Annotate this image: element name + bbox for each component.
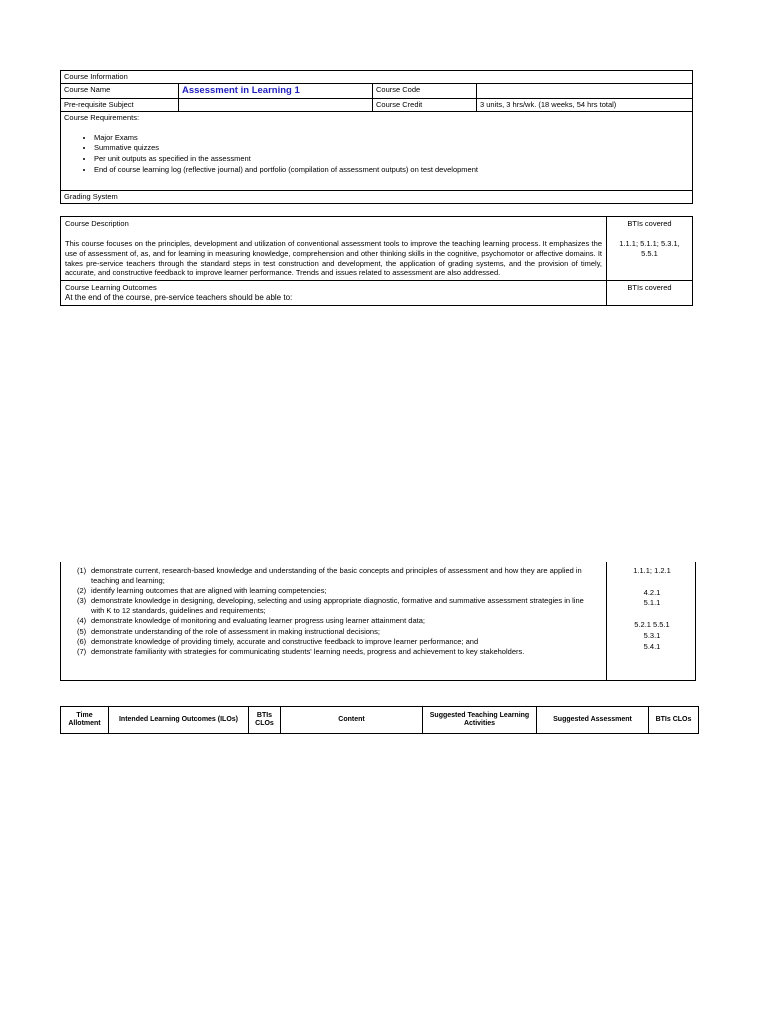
course-code-value [477,83,693,98]
clo-bti-value: 5.4.1 [643,642,661,651]
course-credit-label: Course Credit [373,99,477,112]
clo-item [77,566,597,586]
clo-number: (7) [77,647,87,656]
content-header: Content [281,707,423,734]
course-requirements-label: Course Requirements: [64,112,140,122]
course-description-cell [61,217,607,281]
clo-btis-label: BTIs covered [627,283,672,292]
course-description-table [60,216,693,306]
clo-bti-value: 5.3.1 [643,631,661,640]
description-btis-value-2: 5.5.1 [641,248,658,258]
clo-item [77,627,597,637]
course-plan-table [60,706,699,734]
description-btis-label: BTIs covered [627,219,672,228]
clo-header-cell [61,281,607,306]
suggested-assessment-header: Suggested Assessment [537,707,649,734]
clo-number: (3) [77,596,87,606]
course-credit-value: 3 units, 3 hrs/wk. (18 weeks, 54 hrs total) [477,99,693,112]
clo-bti-value: 4.2.1 [643,588,661,597]
prereq-value [179,99,373,112]
clo-item [77,586,597,596]
clo-label: Course Learning Outcomes [65,283,157,292]
clo-bti-value: 5.1.1 [643,598,661,607]
course-requirements-cell [61,111,693,190]
requirement-item: • Major Exams [94,133,689,143]
description-btis-value: 1.1.1; 5.1.1; 5.3.1, [619,239,680,248]
clo-number: (6) [77,636,87,646]
time-allotment-header: Time Allotment [61,707,109,734]
clo-bti-value: 5.2.1 5.5.1 [634,620,670,629]
description-btis-cell [607,217,693,281]
clo-text: demonstrate knowledge in designing, developing, selecting and using appropriate diagnostic, formative and summative assessment strategies in line with K to 12 standards, guidelines and requirements; [91,596,584,615]
clo-bti-value: 1.1.1; 1.2.1 [633,566,671,575]
clo-number: (1) [77,566,87,575]
clo-list-box [60,562,696,681]
clo-number: (5) [77,626,87,636]
clo-btis-header-cell [607,281,693,306]
clo-text: demonstrate current, research-based knowledge and understanding of the basic concepts and principles of assessment and how they are applied in teaching and learning; [91,566,582,585]
clo-number: (2) [77,586,87,595]
clo-item [77,647,597,657]
requirements-list [64,133,689,175]
clo-item [77,596,597,616]
column-divider [606,562,607,680]
prereq-label: Pre-requisite Subject [61,99,179,112]
clo-text: identify learning outcomes that are aligned with learning competencies; [91,586,327,595]
btis-clos-header-2: BTIs CLOs [649,707,699,734]
requirement-item: • Per unit outputs as specified in the assessment [94,154,689,164]
course-description-label: Course Description [65,219,129,228]
clo-text: demonstrate familiarity with strategies for communicating students' learning needs, progress and achievement to key stakeholders. [91,647,525,656]
course-information-table [60,70,693,204]
clo-intro: At the end of the course, pre-service teachers should be able to: [65,292,293,302]
btis-clos-header: BTIs CLOs [249,707,281,734]
course-information-header: Course Information [61,71,693,84]
clo-text: demonstrate understanding of the role of assessment in making instructional decisions; [91,626,380,636]
course-name-value: Assessment in Learning 1 [179,83,373,98]
clo-item [77,637,597,647]
teaching-activities-header: Suggested Teaching Learning Activities [423,707,537,734]
course-name-label: Course Name [61,83,179,98]
requirement-item: • Summative quizzes [94,143,689,153]
clo-text: demonstrate knowledge of providing timely, accurate and constructive feedback to improve learner performance; and [91,636,479,646]
requirement-item: • End of course learning log (reflective journal) and portfolio (compilation of assessment outputs) on test development [94,165,689,175]
ilo-header: Intended Learning Outcomes (ILOs) [109,707,249,734]
clo-text: demonstrate knowledge of monitoring and evaluating learner progress using learner attainment data; [91,616,425,626]
clo-list [77,566,597,657]
course-description-text: This course focuses on the principles, development and utilization of conventional assessment tools to improve the teaching learning process. It emphasizes the use of assessment of, as, and for learning in measuring knowledge, comprehension and other thinking skills in the cognitive, psychomotor or affective domains. It takes pre-service teachers through the standard steps in test construction and development, the application of grading systems, and the provision of timely, accurate, and constructive feedback to improve learner performance. Trends and issues related to assessment are also addressed. [65,239,602,278]
course-code-label: Course Code [373,83,477,98]
clo-number: (4) [77,616,87,626]
clo-item [77,616,597,626]
grading-system-label: Grading System [61,190,693,203]
